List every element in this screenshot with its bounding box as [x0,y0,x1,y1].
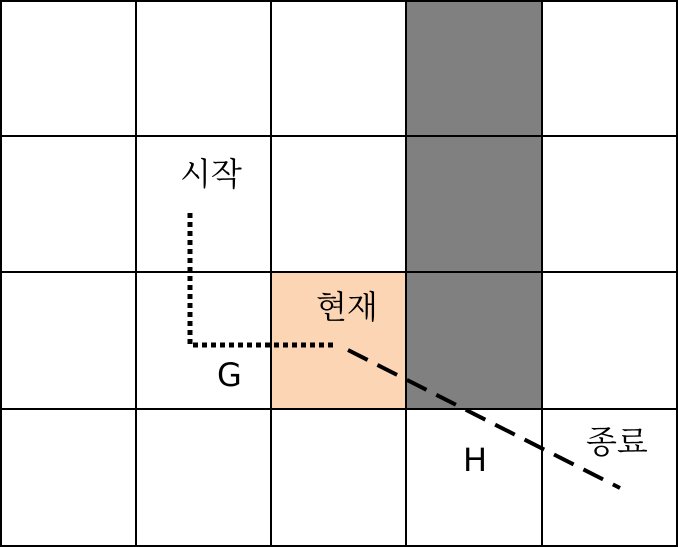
obstacle-cell-r1-c3 [406,136,542,272]
cell-r2-c1 [136,272,271,409]
obstacle-cell-r0-c3 [406,1,542,136]
cell-r2-c0 [1,272,136,409]
cell-r0-c2 [271,1,406,136]
grid-cells [1,1,677,546]
cell-r0-c4 [542,1,677,136]
h-cost-label: H [463,441,488,479]
g-cost-label: G [217,356,242,394]
cell-r3-c1 [136,409,271,546]
end-label: 종료 [586,423,648,461]
cell-r3-c2 [271,409,406,546]
cell-r0-c1 [136,1,271,136]
current-label: 현재 [316,288,378,326]
cell-r0-c0 [1,1,136,136]
cell-r2-c4 [542,272,677,409]
cell-r1-c2 [271,136,406,272]
start-label: 시작 [180,155,242,193]
cell-r3-c0 [1,409,136,546]
cell-r1-c4 [542,136,677,272]
cell-r1-c0 [1,136,136,272]
